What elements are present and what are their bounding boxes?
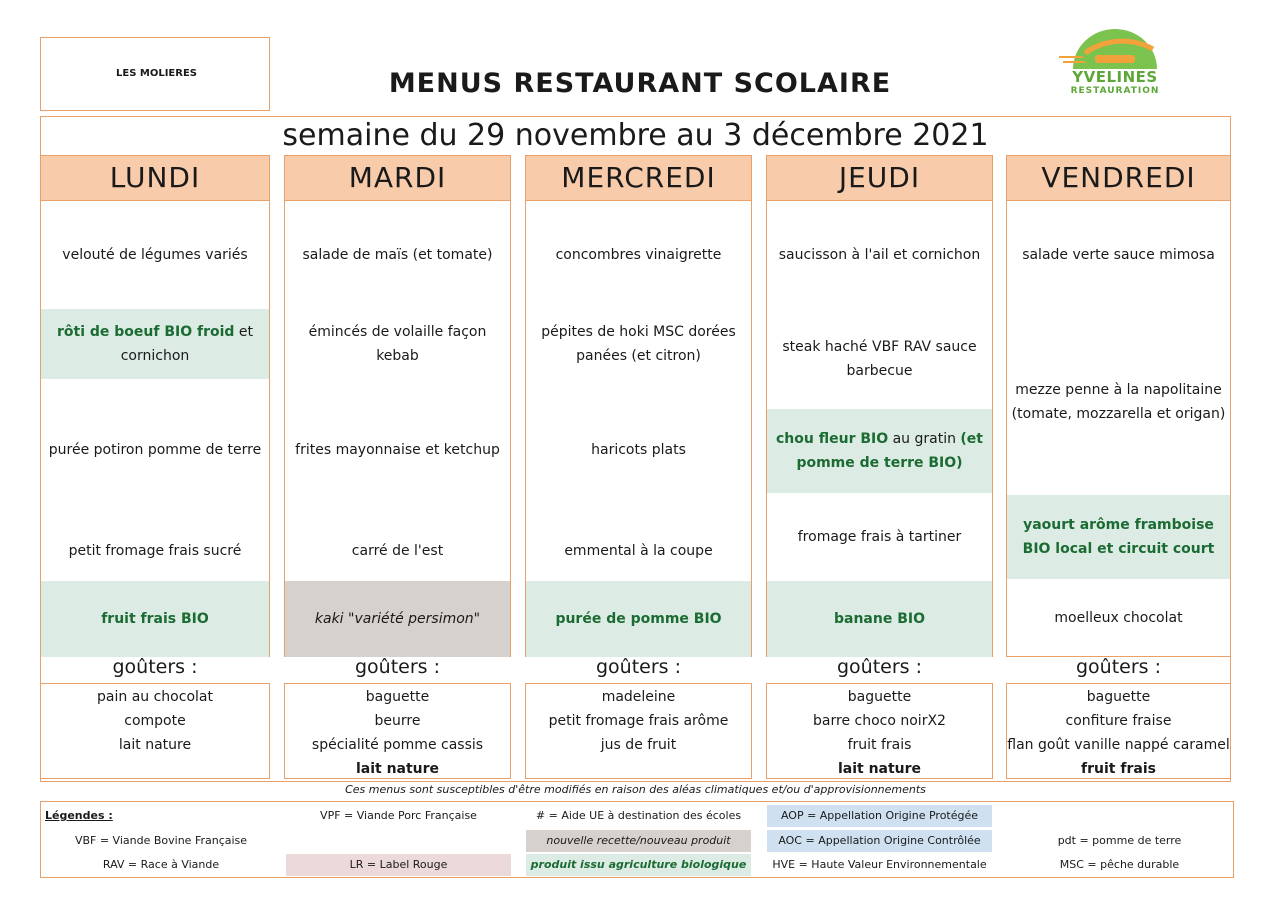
legend-bio: produit issu agriculture biologique xyxy=(526,854,751,876)
day-column-mardi xyxy=(284,201,511,657)
snack-item: compote xyxy=(124,713,186,729)
legend-pdt: pdt = pomme de terre xyxy=(1057,834,1182,847)
day-header-jeudi: JEUDI xyxy=(766,155,993,201)
logo-wordmark: YVELINES xyxy=(1072,68,1158,86)
snack-item xyxy=(41,757,269,781)
disclaimer: Ces menus sont susceptibles d'être modifiés en raison des aléas climatiques et/ou d'approvisionnements xyxy=(345,783,926,796)
legend-title: Légendes : xyxy=(45,809,113,822)
page-title: MENUS RESTAURANT SCOLAIRE xyxy=(388,68,892,99)
bio-side-extra: (et pomme de terre BIO) xyxy=(796,431,983,471)
menu-dairy: petit fromage frais sucré xyxy=(68,543,242,559)
snack-box-vendredi xyxy=(1006,683,1231,779)
legend-aoc: AOC = Appellation Origine Contrôlée xyxy=(767,830,992,852)
legend-vbf: VBF = Viande Bovine Française xyxy=(74,834,248,847)
side-middle: au gratin xyxy=(888,431,961,447)
menu-dairy: fromage frais à tartiner xyxy=(797,529,962,545)
menu-main xyxy=(41,309,269,379)
yvelines-restauration-logo xyxy=(1055,27,1175,102)
logo-emblem-icon xyxy=(1055,27,1175,72)
snack-item: lait nature xyxy=(118,737,192,753)
day-column-lundi xyxy=(40,201,270,657)
legend-new-recipe: nouvelle recette/nouveau produit xyxy=(526,830,751,852)
week-title: semaine du 29 novembre au 3 décembre 2021 xyxy=(282,118,989,153)
legend-rav: RAV = Race à Viande xyxy=(102,858,220,871)
gouters-label: goûters : xyxy=(595,656,682,678)
menu-side xyxy=(767,409,992,493)
legend-msc: MSC = pêche durable xyxy=(1059,858,1180,871)
menu-dessert: fruit frais BIO xyxy=(41,581,269,657)
menu-dessert: banane BIO xyxy=(767,581,992,657)
day-header-mardi: MARDI xyxy=(284,155,511,201)
snack-item: barre choco noirX2 xyxy=(813,713,946,729)
snack-item: flan goût vanille nappé caramel xyxy=(1007,737,1230,753)
menu-dairy: yaourt arôme framboise BIO local et circuit court xyxy=(1007,495,1230,579)
snack-item: confiture fraise xyxy=(1065,713,1172,729)
menu-main: mezze penne à la napolitaine (tomate, mozzarella et origan) xyxy=(1011,382,1226,422)
snack-item xyxy=(526,757,751,781)
gouters-label: goûters : xyxy=(836,656,923,678)
legend-label-rouge: LR = Label Rouge xyxy=(286,854,511,876)
snack-item: pain au chocolat xyxy=(97,689,213,705)
school-name: LES MOLIERES xyxy=(116,68,197,79)
legend-vpf: VPF = Viande Porc Française xyxy=(320,809,477,822)
legend-aop: AOP = Appellation Origine Protégée xyxy=(767,805,992,827)
snack-item: baguette xyxy=(847,689,912,705)
main-suffix: et cornichon xyxy=(120,324,253,364)
bio-side-label: chou fleur BIO xyxy=(776,431,889,447)
legend-box xyxy=(40,801,1234,878)
snack-item: baguette xyxy=(365,689,430,705)
menu-dairy: carré de l'est xyxy=(351,543,444,559)
menu-main: émincés de volaille façon kebab xyxy=(308,324,487,364)
gouters-label: goûters : xyxy=(1075,656,1162,678)
legend-ue: # = Aide UE à destination des écoles xyxy=(535,809,742,822)
snack-box-mercredi xyxy=(525,683,752,779)
snack-item: lait nature xyxy=(837,761,922,777)
school-name-box xyxy=(40,37,270,111)
day-header-mercredi: MERCREDI xyxy=(525,155,752,201)
snack-item: fruit frais xyxy=(847,737,912,753)
menu-dessert: moelleux chocolat xyxy=(1054,610,1183,626)
menu-dessert: kaki "variété persimon" xyxy=(285,581,510,657)
menu-side: haricots plats xyxy=(591,442,686,458)
day-column-jeudi xyxy=(766,201,993,657)
snack-item: lait nature xyxy=(355,761,440,777)
snack-item: petit fromage frais arôme xyxy=(548,713,729,729)
snack-box-jeudi xyxy=(766,683,993,779)
snack-item: beurre xyxy=(374,713,421,729)
menu-starter: concombres vinaigrette xyxy=(555,247,722,263)
menu-dairy: emmental à la coupe xyxy=(564,543,713,559)
snack-item: jus de fruit xyxy=(600,737,677,753)
menu-main: pépites de hoki MSC dorées panées (et citron) xyxy=(541,324,736,364)
snack-item: baguette xyxy=(1086,689,1151,705)
day-column-vendredi xyxy=(1006,201,1231,657)
menu-starter: velouté de légumes variés xyxy=(62,247,248,263)
menu-dessert: purée de pomme BIO xyxy=(526,581,751,657)
menu-starter: saucisson à l'ail et cornichon xyxy=(778,247,981,263)
menu-starter: salade verte sauce mimosa xyxy=(1022,247,1215,263)
day-header-lundi: LUNDI xyxy=(40,155,270,201)
snack-box-lundi xyxy=(40,683,270,779)
day-column-mercredi xyxy=(525,201,752,657)
gouters-label: goûters : xyxy=(354,656,441,678)
menu-main: steak haché VBF RAV sauce barbecue xyxy=(782,339,977,379)
menu-starter: salade de maïs (et tomate) xyxy=(302,247,493,263)
menu-side: purée potiron pomme de terre xyxy=(48,442,262,458)
legend-hve: HVE = Haute Valeur Environnementale xyxy=(772,858,987,871)
gouters-label: goûters : xyxy=(112,656,198,678)
logo-subtitle: RESTAURATION xyxy=(1070,86,1160,96)
snack-item: madeleine xyxy=(601,689,676,705)
menu-side: frites mayonnaise et ketchup xyxy=(295,442,500,458)
day-header-vendredi: VENDREDI xyxy=(1006,155,1231,201)
snack-box-mardi xyxy=(284,683,511,779)
snack-item: spécialité pomme cassis xyxy=(311,737,484,753)
snack-item: fruit frais xyxy=(1081,761,1156,777)
bio-main-label: rôti de boeuf BIO froid xyxy=(57,324,235,340)
